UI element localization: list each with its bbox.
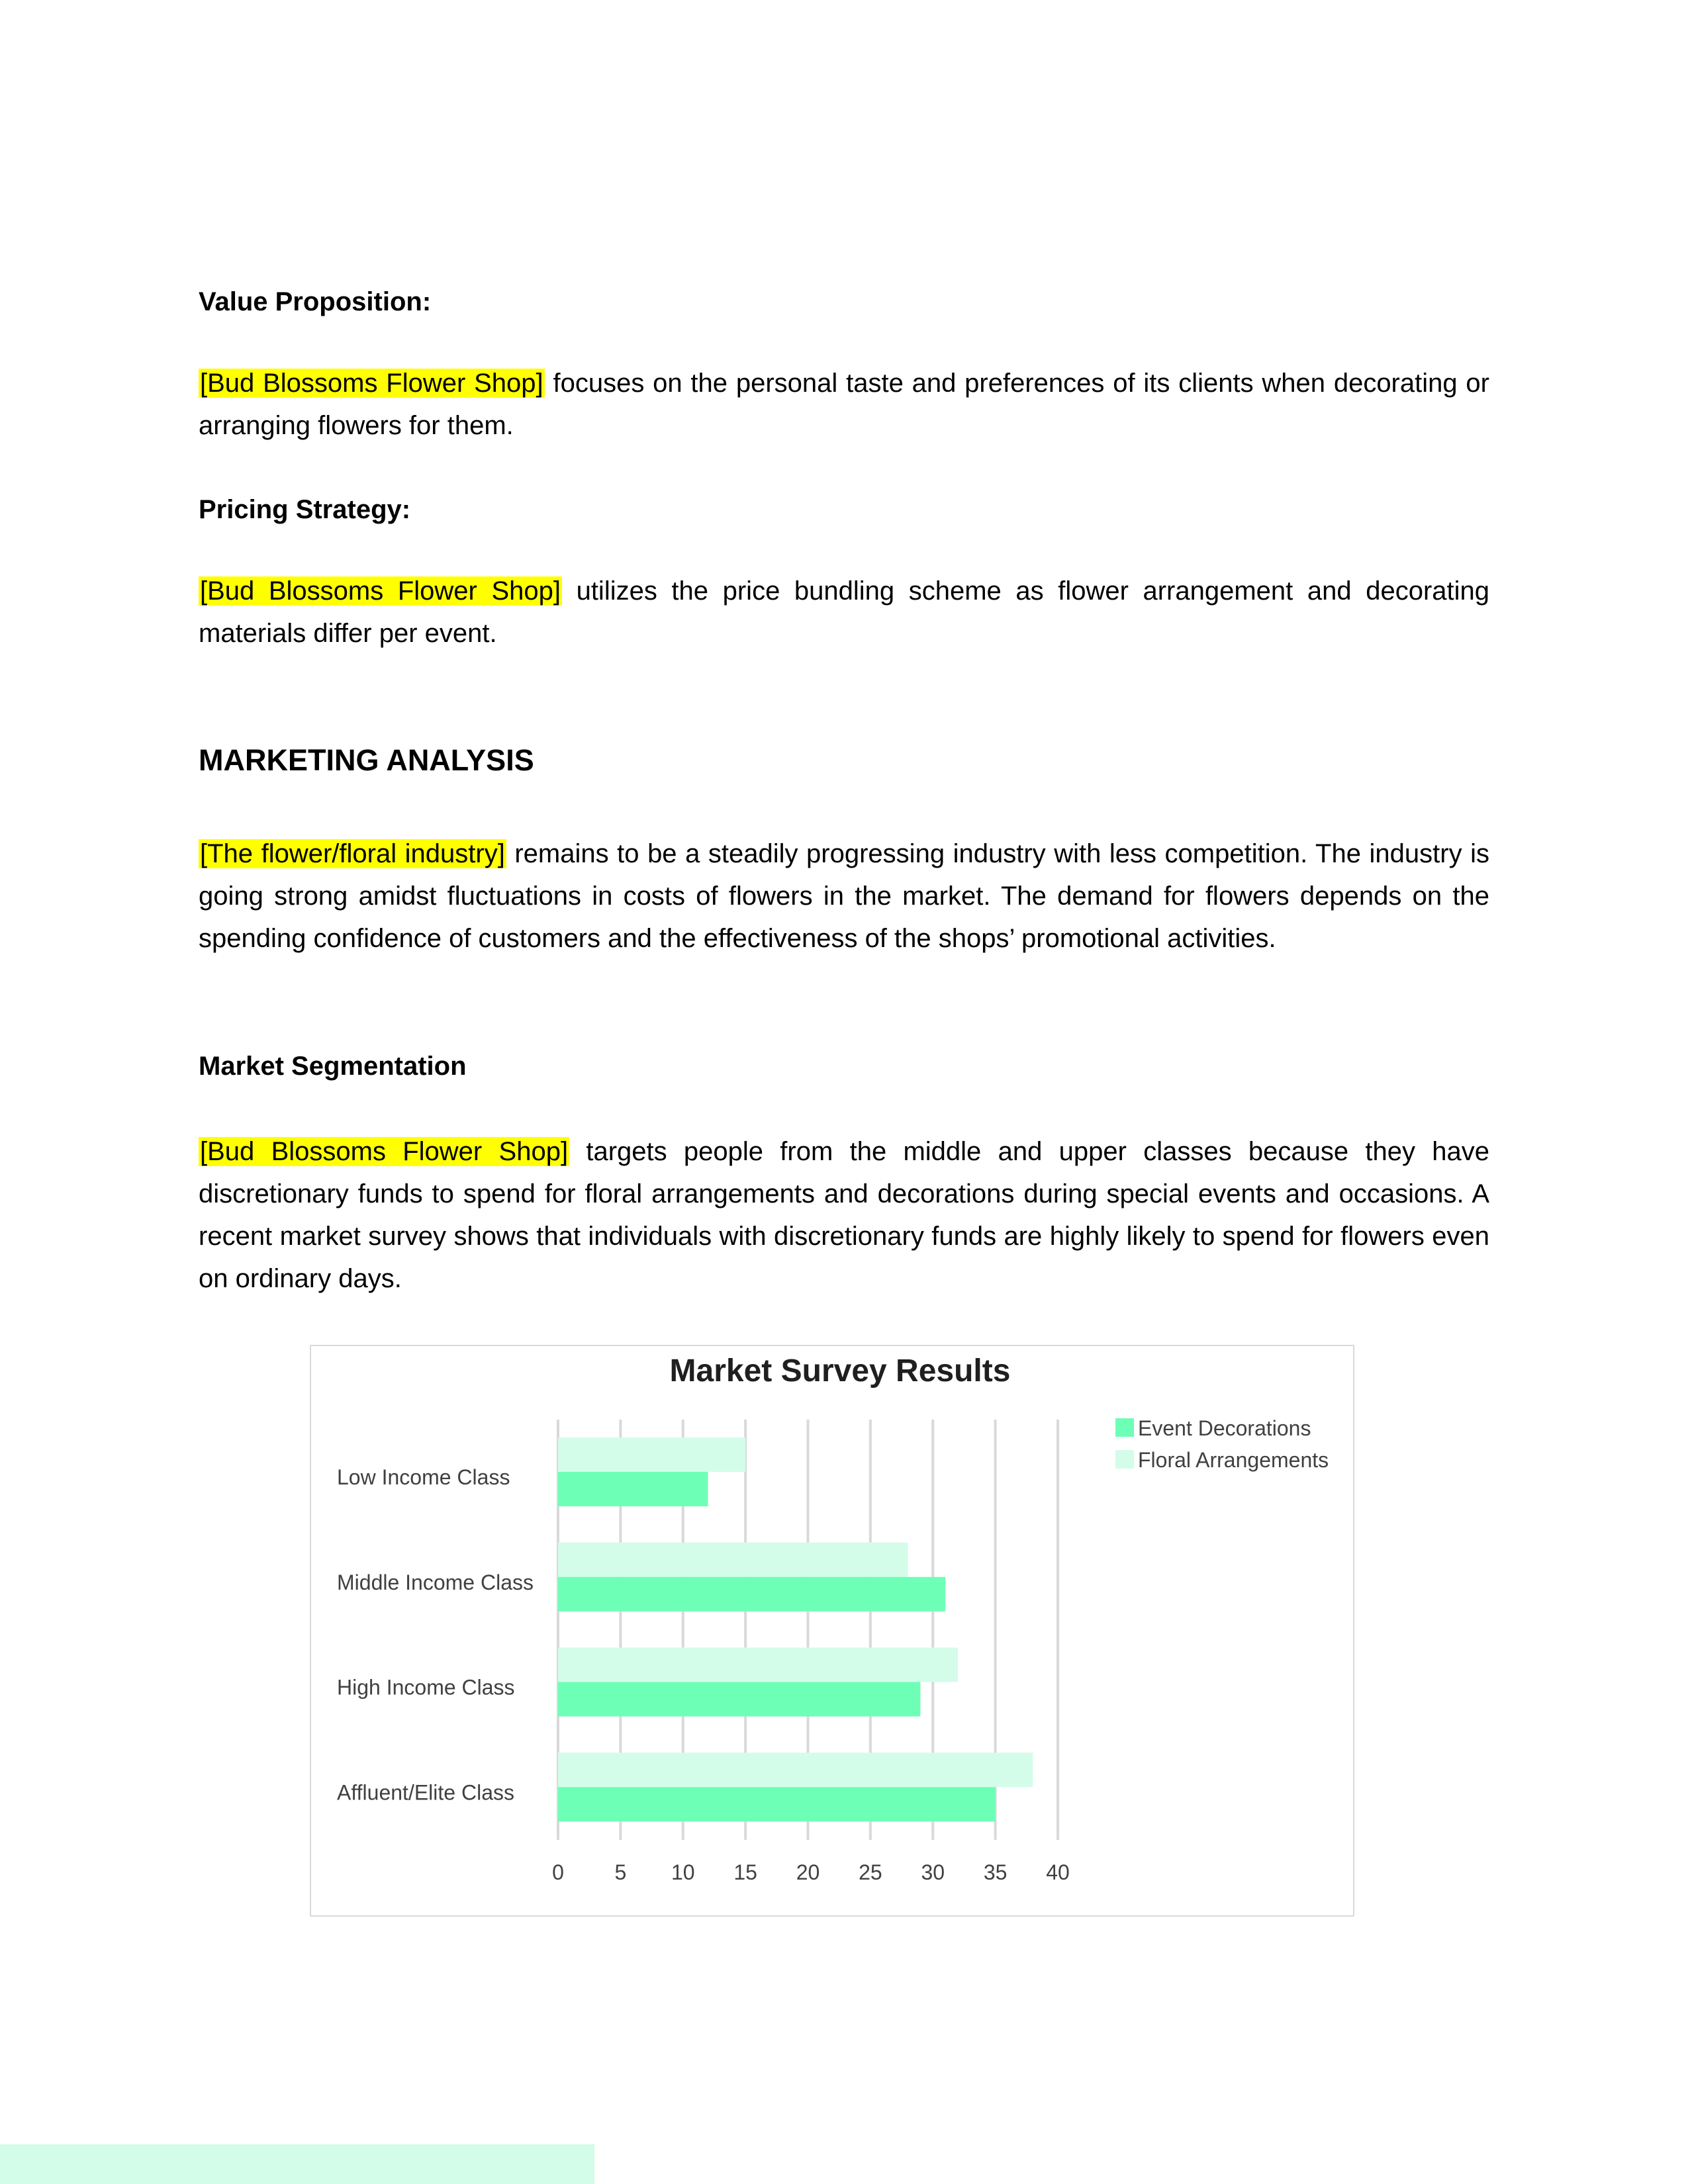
x-tick-label: 30 [921,1860,945,1884]
marketing-analysis-text: remains to be a steadily progressing industry with less competition. The industry is going strong amidst fluctuations in costs of flowers in the market. The demand for flowers depends on the spending confidence of customers and the effectiveness of the shops’ promotional activities. [199,839,1489,953]
pricing-strategy-text: utilizes the price bundling scheme as flower arrangement and decorating materials differ per event. [199,576,1489,648]
bar-event-decorations [558,1787,996,1821]
x-tick-label: 25 [859,1860,882,1884]
legend-swatch [1115,1450,1134,1469]
x-tick-label: 10 [671,1860,695,1884]
x-tick-label: 20 [796,1860,820,1884]
bar-floral-arrangements [558,1648,958,1682]
bar-floral-arrangements [558,1543,908,1577]
bar-floral-arrangements [558,1437,745,1472]
category-label: Middle Income Class [337,1570,534,1594]
marketing-analysis-heading: MARKETING ANALYSIS [199,743,534,777]
footer-accent-bar [0,2144,594,2184]
market-segmentation-heading: Market Segmentation [199,1052,467,1081]
company-name-highlight: [Bud Blossoms Flower Shop] [200,1137,569,1166]
x-tick-label: 35 [983,1860,1008,1884]
bar-floral-arrangements [558,1752,1033,1787]
category-label: Affluent/Elite Class [337,1780,514,1805]
x-tick-label: 15 [733,1860,757,1884]
category-label: High Income Class [337,1675,515,1700]
value-proposition-text: focuses on the personal taste and preferences of its clients when decorating or arranging flowers for them. [199,369,1489,440]
legend-swatch [1115,1418,1134,1437]
legend-label: Floral Arrangements [1138,1448,1329,1472]
x-tick-label: 40 [1046,1860,1070,1884]
market-segmentation-text: targets people from the middle and upper classes because they have discretionary funds to spend for floral arrangements and decorations during special events and occasions. A recent market survey shows that individuals with discretionary funds are highly likely to spend for flowers even on ordinary days. [199,1137,1489,1293]
chart-title: Market Survey Results [669,1353,1011,1388]
company-name-highlight: [Bud Blossoms Flower Shop] [200,369,543,398]
bar-event-decorations [558,1472,708,1506]
x-tick-label: 0 [552,1860,564,1884]
x-tick-label: 5 [614,1860,627,1884]
value-proposition-heading: Value Proposition: [199,287,432,316]
category-label: Low Income Class [337,1465,510,1489]
industry-highlight: [The flower/floral industry] [200,839,505,868]
bar-event-decorations [558,1577,945,1612]
pricing-strategy-heading: Pricing Strategy: [199,495,411,524]
company-name-highlight: [Bud Blossoms Flower Shop] [200,576,561,606]
bar-event-decorations [558,1682,920,1717]
legend-label: Event Decorations [1138,1416,1311,1440]
